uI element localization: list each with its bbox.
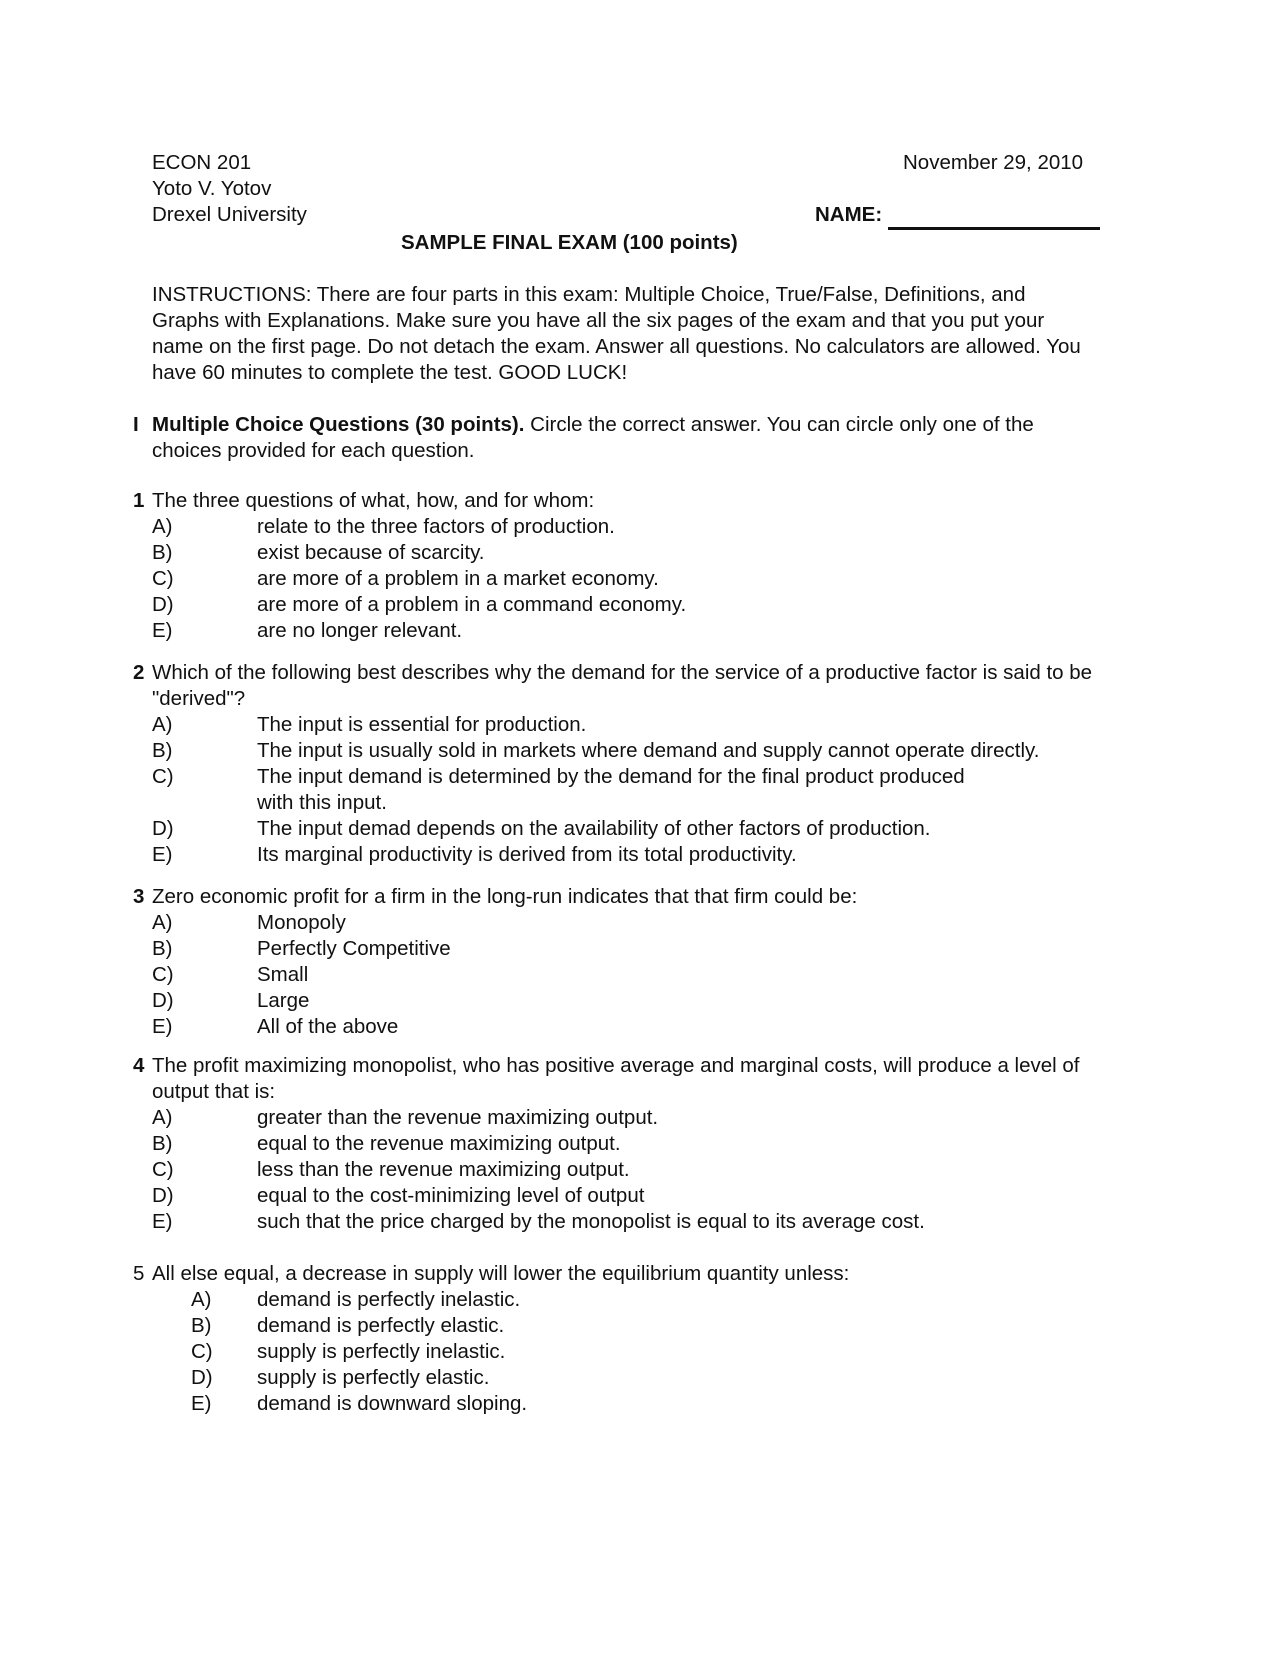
option-letter: C)	[191, 1340, 213, 1363]
question-text: The profit maximizing monopolist, who has positive average and marginal costs, will produce a level of output that is:	[152, 1054, 1080, 1103]
option-letter: A)	[191, 1288, 212, 1311]
option-letter: B)	[152, 1132, 173, 1155]
option-text: greater than the revenue maximizing output.	[257, 1106, 659, 1129]
option-text: less than the revenue maximizing output.	[257, 1158, 630, 1181]
option-text: supply is perfectly inelastic.	[257, 1340, 506, 1363]
option-text: demand is perfectly elastic.	[257, 1314, 505, 1337]
page-title: SAMPLE FINAL EXAM (100 points)	[401, 231, 738, 254]
option-letter: D)	[152, 593, 174, 616]
university-name: Drexel University	[152, 203, 307, 226]
option-text: demand is perfectly inelastic.	[257, 1288, 521, 1311]
option-letter: E)	[152, 843, 173, 866]
option-letter: E)	[152, 1015, 173, 1038]
option-text: are more of a problem in a command economy.	[257, 593, 687, 616]
option-text: equal to the revenue maximizing output.	[257, 1132, 621, 1155]
instructor-name: Yoto V. Yotov	[152, 177, 272, 200]
option-letter: E)	[152, 1210, 173, 1233]
course-code: ECON 201	[152, 151, 252, 174]
option-letter: B)	[191, 1314, 212, 1337]
option-letter: C)	[152, 1158, 174, 1181]
option-text: Large	[257, 989, 310, 1012]
option-letter: B)	[152, 937, 173, 960]
option-text: relate to the three factors of production.	[257, 515, 615, 538]
option-text: Perfectly Competitive	[257, 937, 451, 960]
option-text: such that the price charged by the monopolist is equal to its average cost.	[257, 1210, 925, 1233]
option-letter: D)	[152, 989, 174, 1012]
option-text: supply is perfectly elastic.	[257, 1366, 490, 1389]
option-letter: A)	[152, 515, 173, 538]
section-title: Multiple Choice Questions (30 points).	[152, 413, 525, 436]
option-text: are more of a problem in a market economy.	[257, 567, 659, 590]
option-letter: D)	[152, 817, 174, 840]
option-letter: A)	[152, 911, 173, 934]
option-text: The input is usually sold in markets where demand and supply cannot operate directly.	[257, 739, 1040, 762]
option-letter: E)	[152, 619, 173, 642]
option-letter: C)	[152, 765, 174, 788]
question-number: 4	[133, 1054, 145, 1077]
option-letter: E)	[191, 1392, 212, 1415]
question-number: 2	[133, 661, 145, 684]
question-number: 5	[133, 1262, 145, 1285]
question-text: Which of the following best describes why the demand for the service of a productive factor is said to be "derived"?	[152, 661, 1093, 710]
option-letter: A)	[152, 713, 173, 736]
option-letter: D)	[191, 1366, 213, 1389]
option-text: demand is downward sloping.	[257, 1392, 528, 1415]
question-text: All else equal, a decrease in supply will lower the equilibrium quantity unless:	[152, 1262, 850, 1285]
option-text: The input demad depends on the availability of other factors of production.	[257, 817, 931, 840]
option-letter: A)	[152, 1106, 173, 1129]
question-number: 1	[133, 489, 145, 512]
option-text-continued: with this input.	[257, 791, 387, 814]
option-text: Monopoly	[257, 911, 346, 934]
option-text: Small	[257, 963, 309, 986]
option-text: The input is essential for production.	[257, 713, 587, 736]
option-letter: B)	[152, 739, 173, 762]
option-text: equal to the cost-minimizing level of output	[257, 1184, 645, 1207]
option-text: Its marginal productivity is derived from its total productivity.	[257, 843, 797, 866]
option-text: All of the above	[257, 1015, 399, 1038]
option-text: exist because of scarcity.	[257, 541, 485, 564]
section-number: I	[133, 413, 139, 436]
section-text: Circle the correct answer. You can circle only one of the choices provided for each question.	[152, 413, 1034, 462]
option-letter: C)	[152, 567, 174, 590]
option-letter: B)	[152, 541, 173, 564]
exam-date: November 29, 2010	[903, 151, 1084, 174]
option-letter: D)	[152, 1184, 174, 1207]
question-number: 3	[133, 885, 145, 908]
question-text: The three questions of what, how, and for whom:	[152, 489, 595, 512]
name-label: NAME:	[815, 203, 883, 226]
option-text: The input demand is determined by the demand for the final product produced	[257, 765, 965, 788]
instructions-paragraph: INSTRUCTIONS: There are four parts in this exam: Multiple Choice, True/False, Definitions, and Graphs with Explanations. Make sure you have all the six pages of the exam and that you put your name on the first page. Do not detach the exam. Answer all questions. No calculators are allowed. You have 60 minutes to complete the test. GOOD LUCK!	[152, 283, 1081, 384]
option-letter: C)	[152, 963, 174, 986]
name-blank-line[interactable]	[888, 227, 1100, 230]
option-text: are no longer relevant.	[257, 619, 463, 642]
section-heading	[152, 412, 1092, 464]
question-text: Zero economic profit for a firm in the long-run indicates that that firm could be:	[152, 885, 858, 908]
